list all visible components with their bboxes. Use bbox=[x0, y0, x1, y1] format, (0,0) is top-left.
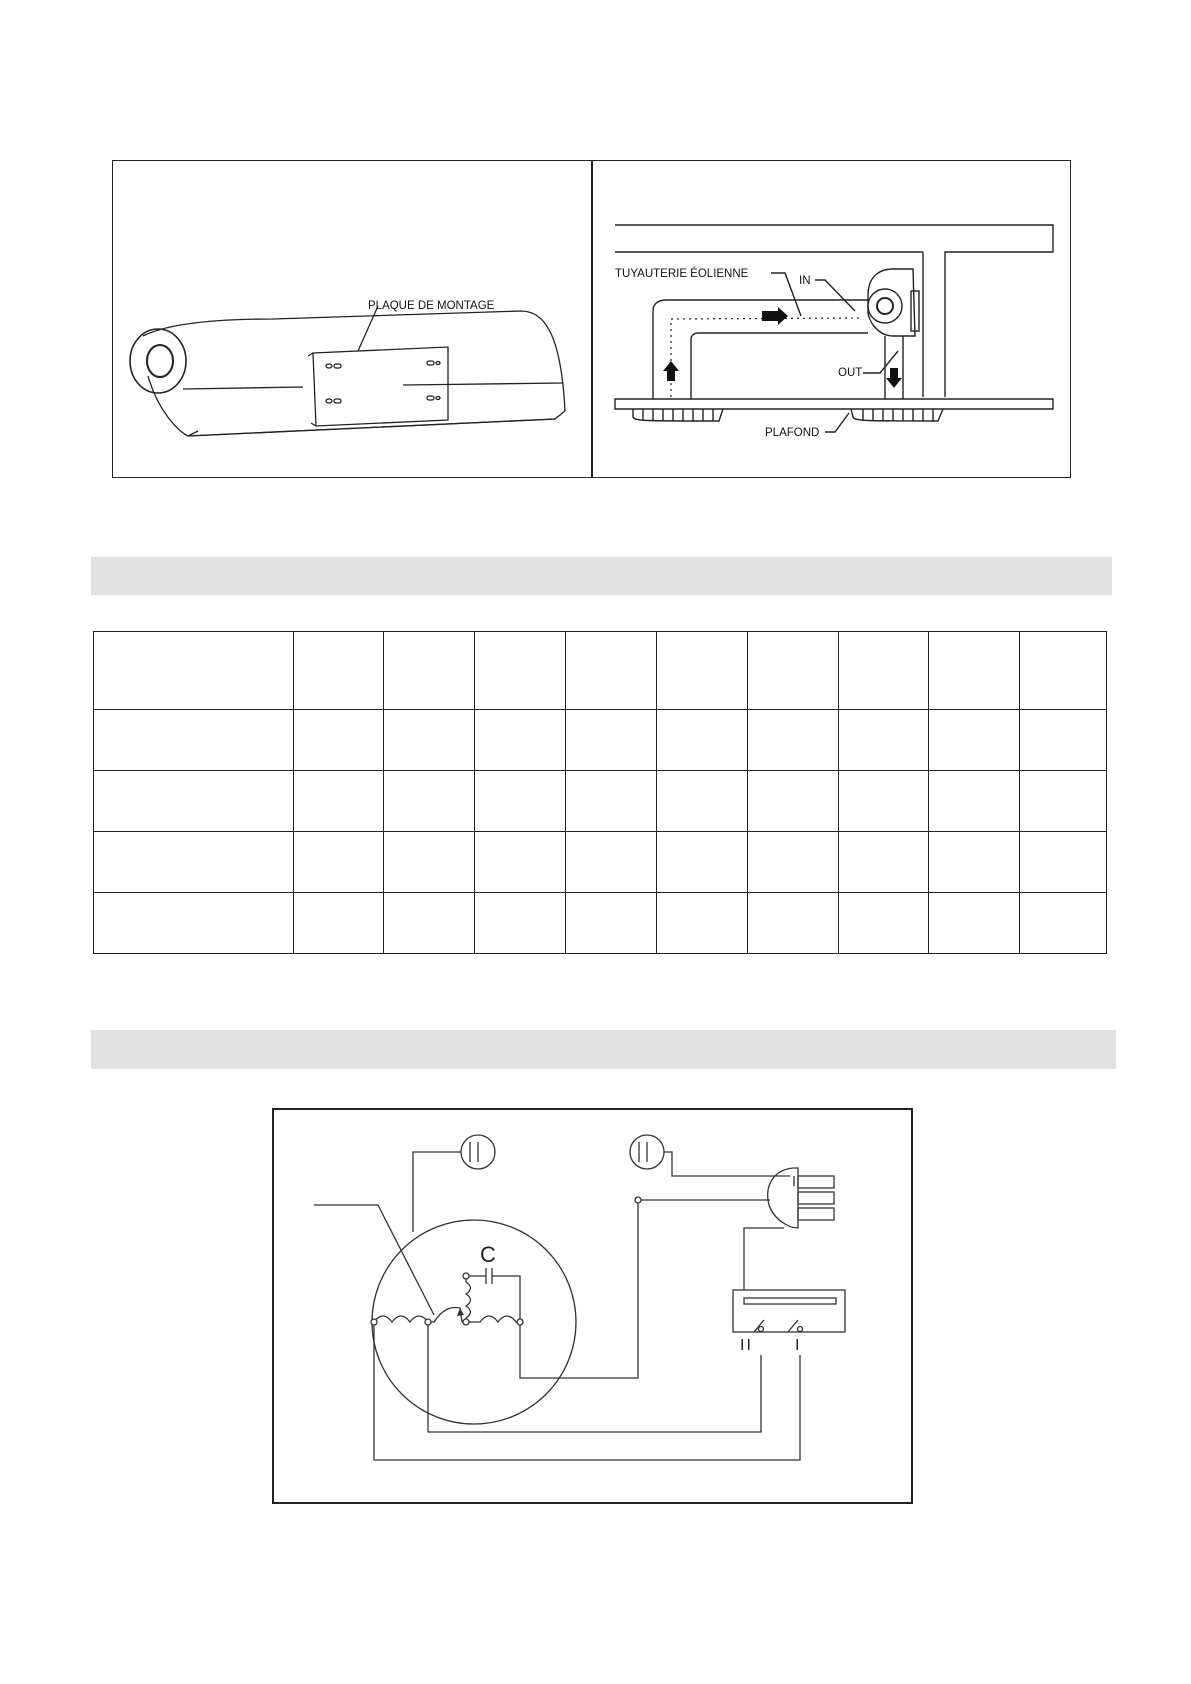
table-cell bbox=[566, 832, 657, 893]
plate-label: PLAQUE DE MONTAGE bbox=[368, 300, 495, 312]
table-cell bbox=[384, 771, 475, 832]
table-cell bbox=[748, 832, 839, 893]
in-label: IN bbox=[799, 275, 811, 287]
table-cell bbox=[1020, 771, 1107, 832]
table-cell bbox=[94, 893, 294, 954]
wiring-diagram bbox=[274, 1110, 911, 1502]
table-cell bbox=[94, 710, 294, 771]
table-header-row bbox=[94, 632, 1107, 710]
table-cell bbox=[294, 771, 384, 832]
capacitor-label: C bbox=[480, 1242, 496, 1267]
table-cell bbox=[839, 832, 929, 893]
table-cell bbox=[384, 832, 475, 893]
table-cell bbox=[657, 632, 748, 710]
table-cell bbox=[929, 893, 1020, 954]
mounting-plate-figure bbox=[113, 161, 590, 477]
table-cell bbox=[929, 832, 1020, 893]
specification-table bbox=[93, 631, 1107, 954]
table-cell bbox=[94, 771, 294, 832]
table-cell bbox=[657, 832, 748, 893]
table-cell bbox=[566, 893, 657, 954]
table-cell bbox=[384, 710, 475, 771]
table-cell bbox=[475, 832, 566, 893]
table-cell bbox=[929, 632, 1020, 710]
table-cell bbox=[657, 710, 748, 771]
table-cell bbox=[475, 771, 566, 832]
section-header-bar bbox=[91, 557, 1112, 595]
pipe-label: TUYAUTERIE ÉOLIENNE bbox=[615, 268, 749, 280]
table-cell bbox=[748, 710, 839, 771]
table-cell bbox=[294, 632, 384, 710]
table-cell bbox=[475, 710, 566, 771]
table-cell bbox=[839, 771, 929, 832]
table-cell bbox=[839, 710, 929, 771]
switch-label-ii: II bbox=[740, 1337, 753, 1354]
table-cell bbox=[475, 893, 566, 954]
table-row bbox=[94, 893, 1107, 954]
table-cell bbox=[929, 710, 1020, 771]
table-cell bbox=[566, 771, 657, 832]
table-row bbox=[94, 832, 1107, 893]
table-cell bbox=[657, 771, 748, 832]
table-cell bbox=[748, 893, 839, 954]
table-cell bbox=[294, 832, 384, 893]
table-cell bbox=[566, 710, 657, 771]
table-cell bbox=[294, 893, 384, 954]
table-row bbox=[94, 710, 1107, 771]
table-cell bbox=[748, 632, 839, 710]
ducting-figure bbox=[593, 161, 1070, 477]
table-cell bbox=[748, 771, 839, 832]
table-cell bbox=[657, 893, 748, 954]
table-cell bbox=[475, 632, 566, 710]
table-cell bbox=[1020, 632, 1107, 710]
ceiling-label: PLAFOND bbox=[765, 427, 820, 439]
table-cell bbox=[384, 632, 475, 710]
out-label: OUT bbox=[838, 367, 863, 379]
table-cell bbox=[94, 632, 294, 710]
switch-label-i: I bbox=[795, 1337, 800, 1354]
table-cell bbox=[1020, 710, 1107, 771]
table-cell bbox=[839, 632, 929, 710]
table-cell bbox=[929, 771, 1020, 832]
table-cell bbox=[384, 893, 475, 954]
section-header-bar bbox=[91, 1030, 1116, 1069]
table-cell bbox=[94, 832, 294, 893]
table-cell bbox=[1020, 893, 1107, 954]
table-row bbox=[94, 771, 1107, 832]
table-cell bbox=[839, 893, 929, 954]
table-cell bbox=[1020, 832, 1107, 893]
table-cell bbox=[294, 710, 384, 771]
table-cell bbox=[566, 632, 657, 710]
